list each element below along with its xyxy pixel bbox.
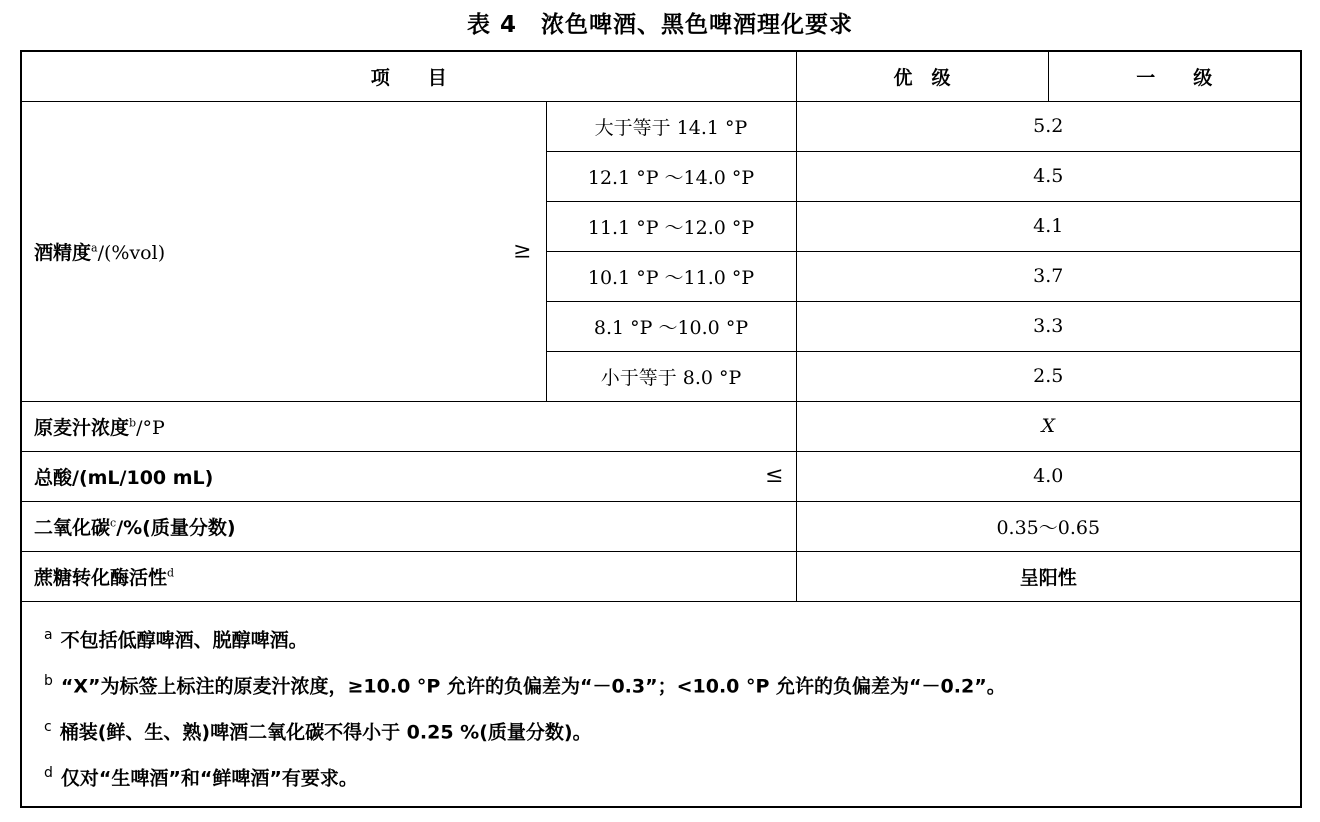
co2-label: 二氧化碳: [34, 516, 111, 539]
table-row: [21, 551, 1301, 601]
footnote-c: [34, 704, 1288, 750]
footnote-c-text: 桶装(鲜、生、熟)啤酒二氧化碳不得小于 0.25 %(质量分数)。: [59, 721, 592, 744]
invertase-label-cell: [21, 551, 796, 601]
alcohol-footnote-mark: a: [91, 241, 98, 255]
alcohol-value-2: 4.5: [796, 151, 1301, 201]
wort-value: X: [796, 401, 1301, 451]
footnote-c-mark: c: [44, 718, 52, 735]
invertase-value: 呈阳性: [796, 551, 1301, 601]
footnote-d-mark: d: [44, 764, 53, 781]
table-header-row: [21, 51, 1301, 101]
wort-unit: /°P: [136, 416, 165, 439]
requirements-table: [20, 50, 1302, 808]
alcohol-unit: /(%vol): [97, 241, 166, 264]
alcohol-value-3: 4.1: [796, 201, 1301, 251]
acid-value: 4.0: [796, 451, 1301, 501]
header-first-grade: 一 级: [1048, 51, 1301, 101]
table-row: [21, 401, 1301, 451]
footnote-a-mark: a: [44, 626, 53, 643]
footnotes-row: [21, 601, 1301, 807]
footnote-b-mark: b: [44, 672, 53, 689]
co2-footnote-mark: c: [110, 516, 117, 530]
table-row: [21, 501, 1301, 551]
alcohol-value-6: 2.5: [796, 351, 1301, 401]
table-row: [21, 451, 1301, 501]
alcohol-range-2: 12.1 °P ～14.0 °P: [546, 151, 796, 201]
greater-equal-sign: ≥: [513, 238, 532, 264]
co2-unit: /%(质量分数): [116, 516, 236, 539]
acid-label-cell: [21, 451, 796, 501]
alcohol-label: 酒精度: [34, 241, 92, 264]
alcohol-range-4: 10.1 °P ～11.0 °P: [546, 251, 796, 301]
table-row: [21, 101, 1301, 151]
alcohol-label-cell: [21, 101, 546, 401]
footnote-a: [34, 612, 1288, 658]
less-equal-sign: ≤: [765, 462, 784, 488]
wort-label: 原麦汁浓度: [34, 416, 130, 439]
alcohol-value-5: 3.3: [796, 301, 1301, 351]
alcohol-range-3: 11.1 °P ～12.0 °P: [546, 201, 796, 251]
alcohol-range-1: 大于等于 14.1 °P: [546, 101, 796, 151]
wort-label-cell: [21, 401, 796, 451]
footnote-b: [34, 658, 1288, 704]
co2-value: 0.35～0.65: [796, 501, 1301, 551]
alcohol-value-1: 5.2: [796, 101, 1301, 151]
table-title: 表 4 浓色啤酒、黑色啤酒理化要求: [466, 12, 853, 38]
invertase-label: 蔗糖转化酶活性: [34, 566, 168, 589]
header-excellent-grade: 优 级: [796, 51, 1048, 101]
footnote-d: [34, 750, 1288, 796]
footnotes-cell: [21, 601, 1301, 807]
alcohol-range-6: 小于等于 8.0 °P: [546, 351, 796, 401]
footnote-b-text: “X”为标签上标注的原麦汁浓度，≥10.0 °P 允许的负偏差为“－0.3”；<10.0 °P 允许的负偏差为“－0.2”。: [60, 675, 1006, 698]
footnote-d-text: 仅对“生啤酒”和“鲜啤酒”有要求。: [60, 767, 358, 790]
header-item: 项 目: [21, 51, 796, 101]
alcohol-value-4: 3.7: [796, 251, 1301, 301]
acid-label: 总酸/(mL/100 mL): [34, 466, 214, 489]
alcohol-range-5: 8.1 °P ～10.0 °P: [546, 301, 796, 351]
co2-label-cell: [21, 501, 796, 551]
wort-footnote-mark: b: [129, 416, 137, 430]
footnote-a-text: 不包括低醇啤酒、脱醇啤酒。: [60, 629, 308, 652]
invertase-footnote-mark: d: [167, 566, 175, 580]
